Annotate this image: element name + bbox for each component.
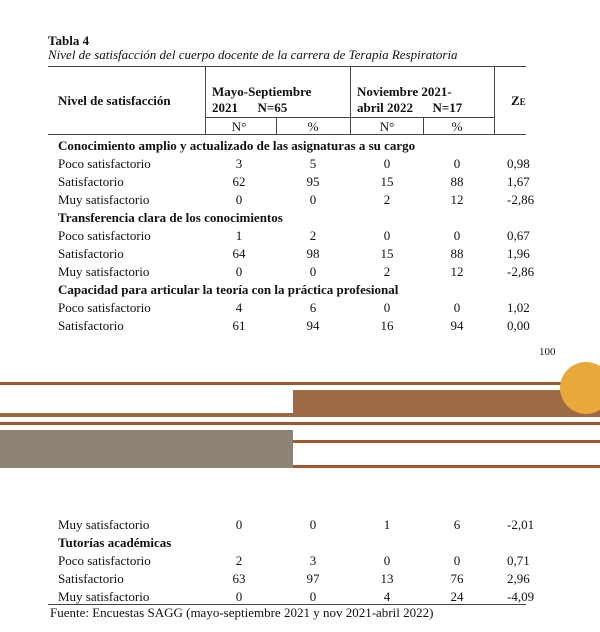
section-title: Capacidad para articular la teoría con la práctica profesional xyxy=(58,282,399,297)
cell-p1: 0 xyxy=(309,589,317,604)
cell-ze: 0,67 xyxy=(507,228,530,243)
cell-ze: -2,86 xyxy=(507,264,535,279)
decor-thin-line-bottom xyxy=(293,465,600,468)
col-divider-2 xyxy=(276,117,277,134)
cell-n1: 0 xyxy=(235,264,243,279)
cell-n2: 0 xyxy=(383,156,391,171)
cell-n2: 15 xyxy=(380,246,394,261)
header-period2-line2: abril 2022 N=17 xyxy=(357,100,463,115)
row-label: Muy satisfactorio xyxy=(58,192,150,207)
cell-n1: 0 xyxy=(235,517,243,532)
cell-ze: -4,09 xyxy=(507,589,535,604)
decor-thin-line-right xyxy=(293,440,600,443)
row-label: Muy satisfactorio xyxy=(58,589,150,604)
table-source: Fuente: Encuestas SAGG (mayo-septiembre 2021 y nov 2021-abril 2022) xyxy=(50,605,434,620)
header-n1: N° xyxy=(231,119,247,134)
table-top-rule xyxy=(48,66,526,67)
cell-n2: 1 xyxy=(383,517,391,532)
header-pct2: % xyxy=(451,119,463,134)
cell-n2: 4 xyxy=(383,589,391,604)
cell-n1: 2 xyxy=(235,553,243,568)
cell-n1: 0 xyxy=(235,192,243,207)
row-label: Satisfactorio xyxy=(58,246,124,261)
cell-ze: 0,98 xyxy=(507,156,530,171)
cell-n1: 63 xyxy=(232,571,246,586)
cell-n2: 0 xyxy=(383,553,391,568)
decor-thin-line-mid xyxy=(0,422,600,425)
cell-p2: 6 xyxy=(453,517,461,532)
cell-n1: 3 xyxy=(235,156,243,171)
section-title: Tutorías académicas xyxy=(58,535,172,550)
cell-ze: 0,00 xyxy=(507,318,530,333)
header-level: Nivel de satisfacción xyxy=(58,93,171,108)
row-label: Satisfactorio xyxy=(58,174,124,189)
col-divider-4 xyxy=(423,117,424,134)
cell-p2: 88 xyxy=(450,246,464,261)
cell-p1: 97 xyxy=(306,571,320,586)
cell-p1: 98 xyxy=(306,246,320,261)
col-divider-5 xyxy=(494,66,495,134)
cell-p1: 2 xyxy=(309,228,317,243)
cell-n2: 2 xyxy=(383,192,391,207)
decor-gray-band xyxy=(0,430,293,468)
col-divider-3 xyxy=(350,66,351,134)
cell-p2: 0 xyxy=(453,553,461,568)
cell-n2: 0 xyxy=(383,228,391,243)
decor-brown-strip xyxy=(0,413,293,417)
cell-n1: 4 xyxy=(235,300,243,315)
row-label: Poco satisfactorio xyxy=(58,228,151,243)
header-pct1: % xyxy=(307,119,319,134)
col-divider-1 xyxy=(205,66,206,134)
row-label: Satisfactorio xyxy=(58,318,124,333)
cell-p2: 76 xyxy=(450,571,464,586)
table-subtitle: Nivel de satisfacción del cuerpo docente de la carrera de Terapia Respiratoria xyxy=(48,47,458,62)
cell-p1: 6 xyxy=(309,300,317,315)
cell-ze: -2,86 xyxy=(507,192,535,207)
section-title: Transferencia clara de los conocimientos xyxy=(58,210,283,225)
cell-ze: 0,71 xyxy=(507,553,530,568)
cell-p1: 0 xyxy=(309,192,317,207)
decor-brown-band xyxy=(293,390,600,417)
row-label: Muy satisfactorio xyxy=(58,264,150,279)
cell-n1: 62 xyxy=(232,174,246,189)
cell-p1: 0 xyxy=(309,264,317,279)
cell-n1: 1 xyxy=(235,228,243,243)
header-period2-line1: Noviembre 2021- xyxy=(357,84,452,99)
header-n2: N° xyxy=(379,119,395,134)
row-label: Muy satisfactorio xyxy=(58,517,150,532)
cell-p2: 12 xyxy=(450,192,464,207)
cell-p2: 12 xyxy=(450,264,464,279)
cell-p2: 88 xyxy=(450,174,464,189)
cell-p2: 0 xyxy=(453,156,461,171)
header-period1-line1: Mayo-Septiembre xyxy=(212,84,312,99)
row-label: Poco satisfactorio xyxy=(58,553,151,568)
row-label: Satisfactorio xyxy=(58,571,124,586)
table-title: Tabla 4 xyxy=(48,33,90,48)
cell-p1: 3 xyxy=(309,553,317,568)
cell-n2: 13 xyxy=(380,571,394,586)
cell-n2: 2 xyxy=(383,264,391,279)
cell-ze: 1,02 xyxy=(507,300,530,315)
cell-n1: 61 xyxy=(232,318,246,333)
cell-p2: 0 xyxy=(453,300,461,315)
cell-ze: -2,01 xyxy=(507,517,535,532)
cell-p1: 95 xyxy=(306,174,320,189)
cell-p1: 5 xyxy=(309,156,317,171)
header-period1-line2: 2021 N=65 xyxy=(212,100,288,115)
decor-thin-line-top xyxy=(0,382,600,385)
page-number: 100 xyxy=(539,346,556,358)
cell-n1: 64 xyxy=(232,246,246,261)
cell-p2: 94 xyxy=(450,318,464,333)
row-label: Poco satisfactorio xyxy=(58,156,151,171)
cell-p2: 24 xyxy=(450,589,464,604)
cell-ze: 1,67 xyxy=(507,174,530,189)
row-label: Poco satisfactorio xyxy=(58,300,151,315)
cell-n2: 0 xyxy=(383,300,391,315)
cell-n2: 15 xyxy=(380,174,394,189)
cell-n1: 0 xyxy=(235,589,243,604)
cell-ze: 1,96 xyxy=(507,246,530,261)
cell-ze: 2,96 xyxy=(507,571,530,586)
cell-n2: 16 xyxy=(380,318,394,333)
header-ze: Ze xyxy=(511,93,526,108)
section-title: Conocimiento amplio y actualizado de las asignaturas a su cargo xyxy=(58,138,416,153)
cell-p2: 0 xyxy=(453,228,461,243)
cell-p1: 0 xyxy=(309,517,317,532)
cell-p1: 94 xyxy=(306,318,320,333)
